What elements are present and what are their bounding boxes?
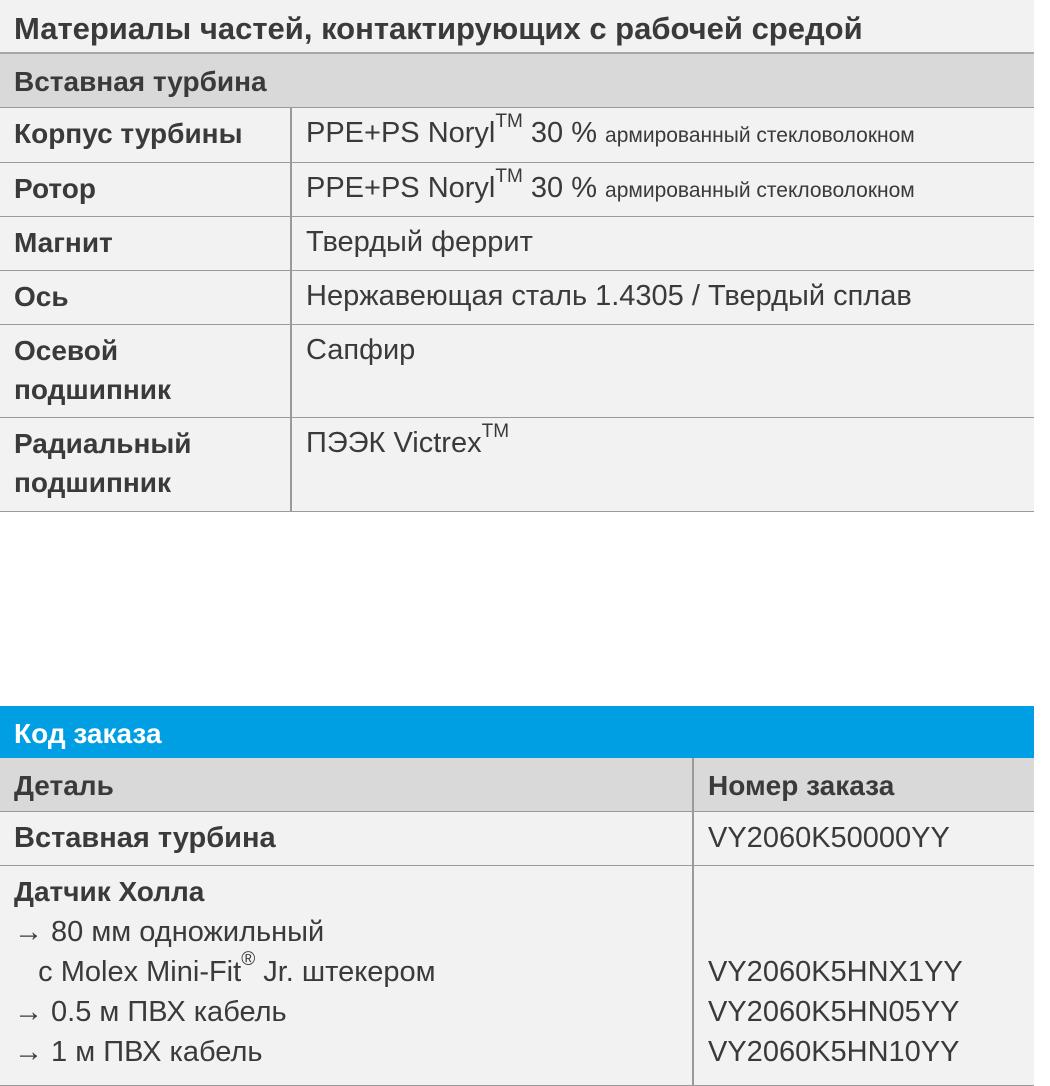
row-label: Радиальный подшипник bbox=[0, 418, 292, 511]
table-row bbox=[0, 271, 1034, 325]
table-row bbox=[0, 812, 1034, 866]
table-row bbox=[0, 163, 1034, 217]
hall-option: с Molex Mini-Fit® Jr. штекером bbox=[14, 949, 436, 988]
row-value: Твердый феррит bbox=[306, 226, 533, 258]
row-label: Магнит bbox=[0, 217, 292, 270]
row-value: Нержавеющая сталь 1.4305 / Твердый сплав bbox=[306, 280, 912, 312]
row-label: Ось bbox=[0, 271, 292, 324]
order-numbers bbox=[694, 866, 1034, 1085]
row-value: Сапфир bbox=[306, 334, 416, 366]
order-table bbox=[0, 706, 1034, 1086]
hall-option: → 1 м ПВХ кабель bbox=[14, 1036, 263, 1068]
row-value: ПЭЭК Victrex™ bbox=[306, 421, 510, 459]
hall-option: → 80 мм одножильный bbox=[14, 916, 325, 948]
table-row bbox=[0, 418, 1034, 512]
order-number: VY2060K5HN10YY bbox=[708, 1036, 960, 1068]
column-header-part: Деталь bbox=[0, 758, 694, 811]
row-value: PPE+PS Noryl™ 30 % армированный стекловолокном bbox=[306, 166, 915, 204]
hall-sensor-title: Датчик Холла bbox=[14, 876, 205, 907]
table-row bbox=[0, 108, 1034, 163]
hall-option: → 0.5 м ПВХ кабель bbox=[14, 996, 287, 1028]
table-row bbox=[0, 325, 1034, 418]
column-header-number: Номер заказа bbox=[708, 770, 895, 801]
materials-section-header: Вставная турбина bbox=[0, 54, 1034, 108]
table-row bbox=[0, 217, 1034, 271]
materials-table bbox=[0, 0, 1034, 512]
table-row bbox=[0, 866, 1034, 1086]
row-label: Осевой подшипник bbox=[0, 325, 292, 417]
order-number: VY2060K5HNX1YY bbox=[708, 956, 963, 988]
order-header-row bbox=[0, 758, 1034, 812]
part-name bbox=[0, 866, 694, 1085]
row-label: Корпус турбины bbox=[0, 108, 292, 162]
order-number: VY2060K5HN05YY bbox=[708, 996, 960, 1028]
row-label: Ротор bbox=[0, 163, 292, 216]
materials-title: Материалы частей, контактирующих с рабочей средой bbox=[0, 0, 1034, 54]
part-name: Вставная турбина bbox=[0, 812, 694, 865]
order-title: Код заказа bbox=[0, 706, 1034, 758]
order-number: VY2060K50000YY bbox=[708, 822, 950, 854]
row-value: PPE+PS Noryl™ 30 % армированный стекловолокном bbox=[306, 111, 915, 149]
